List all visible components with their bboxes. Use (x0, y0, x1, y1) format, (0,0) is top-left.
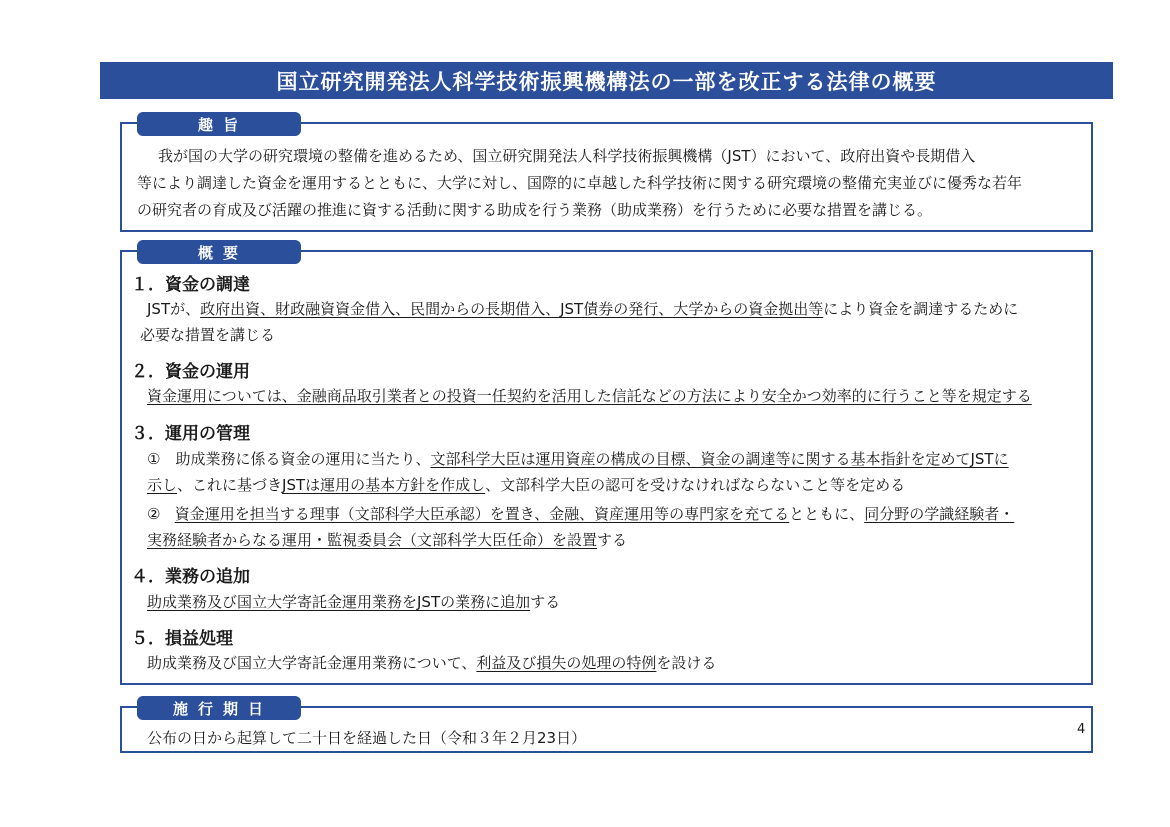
document-title: 国立研究開発法人科学技術振興機構法の一部を改正する法律の概要 (100, 62, 1113, 99)
section-2-line-1: 資金運用については、金融商品取引業者との投資一任契約を活用した信託などの方法により安全かつ効率的に行うこと等を規定する (147, 387, 1032, 405)
section-4-line-1: 助成業務及び国立大学寄託金運用業務をJSTの業務に追加する (147, 593, 561, 611)
section-2-heading: ２．資金の運用 (131, 362, 250, 382)
purpose-line-2: 等により調達した資金を運用するとともに、大学に対し、国際的に卓越した科学技術に関する研究環境の整備充実並びに優秀な若年 (137, 174, 1023, 192)
section-3-item-1-line-1: ① 助成業務に係る資金の運用に当たり、文部科学大臣は運用資産の構成の目標、資金の調達等に関する基本指針を定めてJSTに (147, 450, 1009, 468)
section-1-line-2: 必要な措置を講じる (140, 326, 276, 344)
effective-date-tab: 施行期日 (137, 696, 301, 720)
section-5-heading: ５．損益処理 (131, 629, 233, 649)
section-3-heading: ３．運用の管理 (131, 424, 250, 444)
section-5-line-1: 助成業務及び国立大学寄託金運用業務について、利益及び損失の処理の特例を設ける (147, 654, 717, 672)
page-number: 4 (1077, 722, 1086, 737)
purpose-line-3: の研究者の育成及び活躍の推進に資する活動に関する助成を行う業務（助成業務）を行うために必要な措置を講じる。 (137, 201, 933, 219)
section-4-heading: ４．業務の追加 (131, 567, 250, 587)
section-3-item-2-line-1: ② 資金運用を担当する理事（文部科学大臣承認）を置き、金融、資産運用等の専門家を充てるとともに、同分野の学識経験者・ (147, 505, 1015, 523)
section-1-line-1: JSTが、政府出資、財政融資資金借入、民間からの長期借入、JST債券の発行、大学からの資金拠出等により資金を調達するために (147, 300, 1019, 318)
section-3-item-2-line-2: 実務経験者からなる運用・監視委員会（文部科学大臣任命）を設置する (147, 531, 628, 549)
purpose-tab: 趣旨 (137, 112, 301, 136)
section-1-heading: １．資金の調達 (131, 275, 250, 295)
purpose-line-1: 我が国の大学の研究環境の整備を進めるため、国立研究開発法人科学技術振興機構（JST）において、政府出資や長期借入 (158, 147, 976, 165)
section-3-item-1-line-2: 示し、これに基づきJSTは運用の基本方針を作成し、文部科学大臣の認可を受けなければならないこと等を定める (147, 476, 906, 494)
overview-tab: 概要 (137, 240, 301, 264)
effective-date-text: 公布の日から起算して二十日を経過した日（令和３年２月23日） (147, 729, 587, 747)
